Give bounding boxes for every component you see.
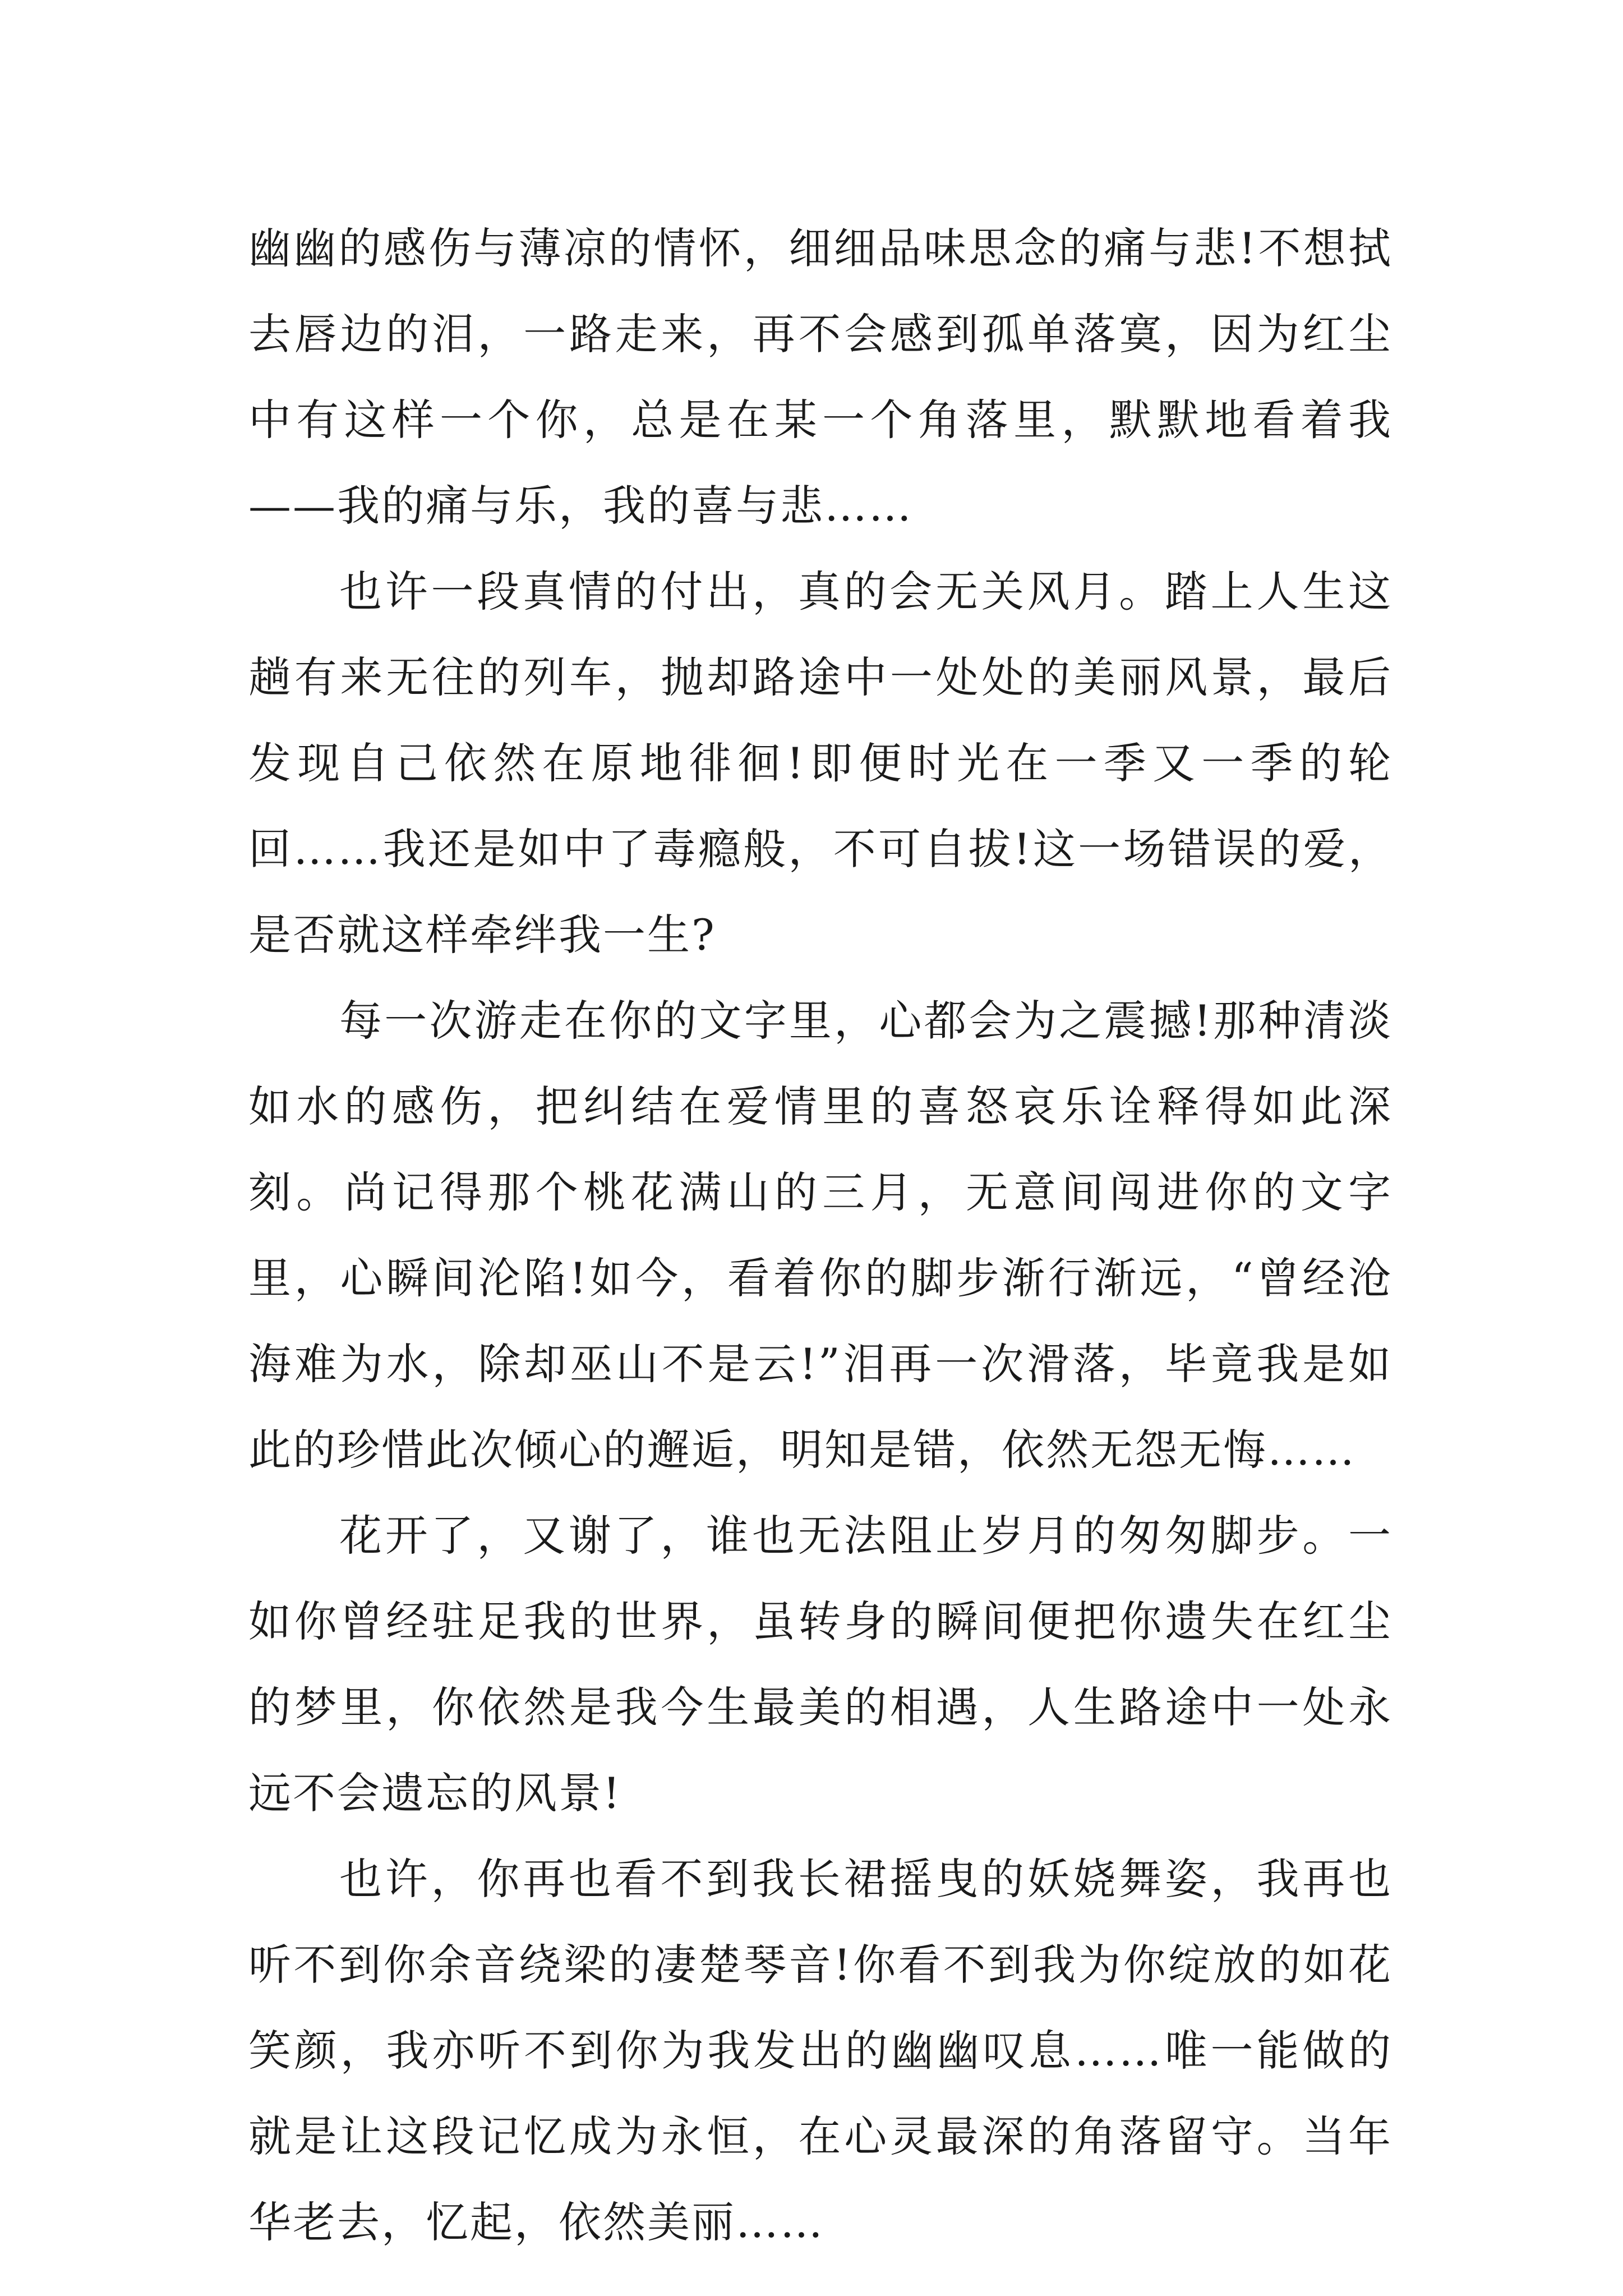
paragraph-4: 花开了，又谢了，谁也无法阻止岁月的匆匆脚步。一如你曾经驻足我的世界，虽转身的瞬间便把你遗失在红尘的梦里，你依然是我今生最美的相遇，人生路途中一处永远不会遗忘的风景! xyxy=(248,1511,1393,1818)
paragraph-3: 每一次游走在你的文字里，心都会为之震撼!那种清淡如水的感伤，把纠结在爱情里的喜怒哀乐诠释得如此深刻。尚记得那个桃花满山的三月，无意间闯进你的文字里，心瞬间沦陷!如今，看着你的脚步渐行渐远，“曾经沧海难为水，除却巫山不是云!”泪再一次滑落，毕竟我是如此的珍惜此次倾心的邂逅，明知是错，依然无怨无悔…… xyxy=(248,996,1393,1475)
paragraph-2: 也许一段真情的付出，真的会无关风月。踏上人生这趟有来无往的列车，抛却路途中一处处的美丽风景，最后发现自己依然在原地徘徊!即便时光在一季又一季的轮回……我还是如中了毒瘾般，不可自拔!这一场错误的爱，是否就这样牵绊我一生? xyxy=(248,567,1393,960)
paragraph-1: 幽幽的感伤与薄凉的情怀，细细品味思念的痛与悲!不想拭去唇边的泪，一路走来，再不会感到孤单落寞，因为红尘中有这样一个你，总是在某一个角落里，默默地看着我——我的痛与乐，我的喜与悲…… xyxy=(248,223,1393,531)
document-body xyxy=(248,205,1393,2265)
paragraph-5: 也许，你再也看不到我长裙摇曳的妖娆舞姿，我再也听不到你余音绕梁的凄楚琴音!你看不到我为你绽放的如花笑颜，我亦听不到你为我发出的幽幽叹息……唯一能做的就是让这段记忆成为永恒，在心灵最深的角落留守。当年华老去，忆起，依然美丽…… xyxy=(248,1854,1393,2247)
